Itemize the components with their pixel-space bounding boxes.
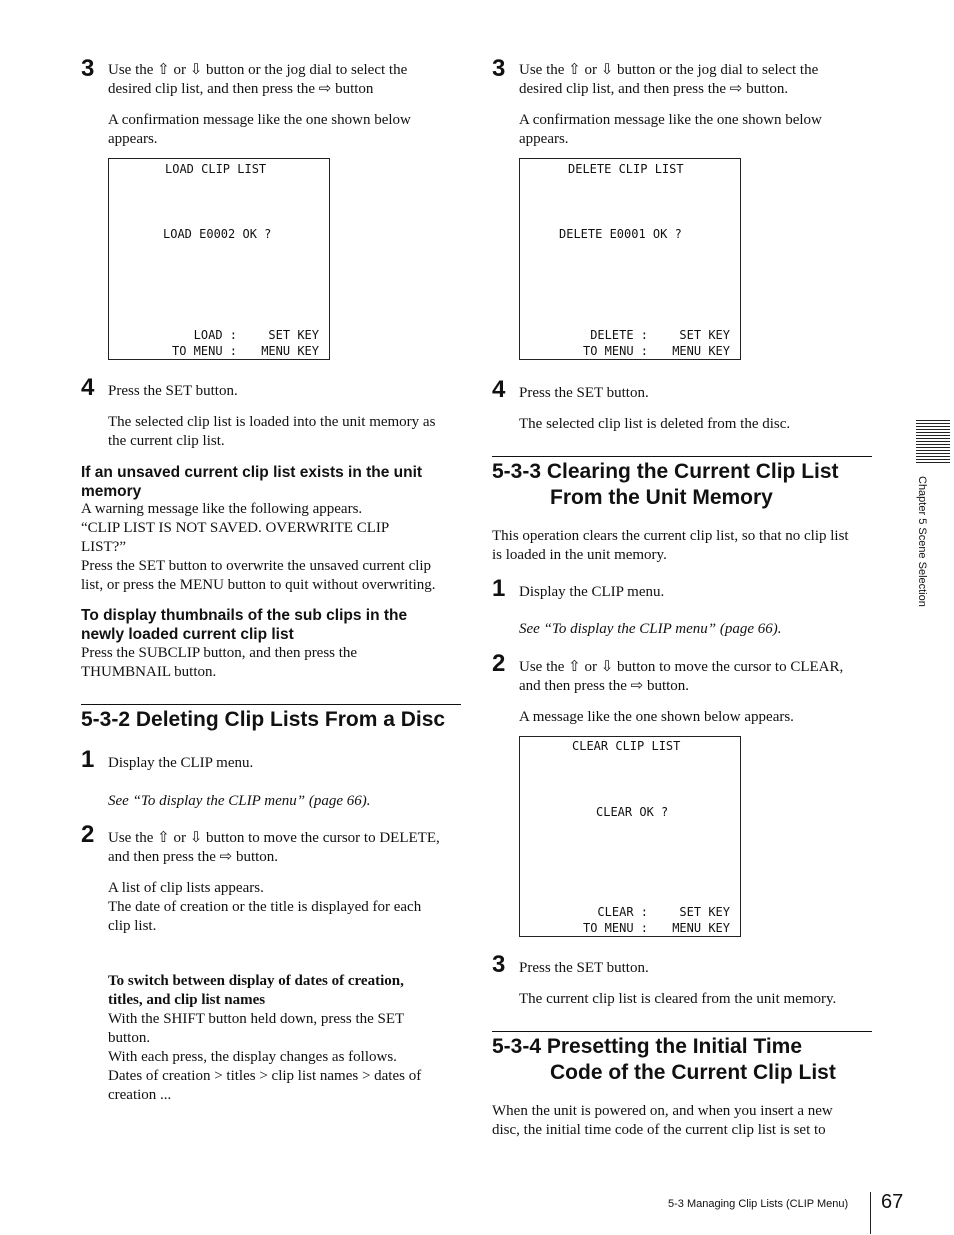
screen-message: LOAD E0002 OK ? (163, 227, 272, 241)
page-reference: See “To display the CLIP menu” (page 66). (519, 621, 782, 637)
screen-title: CLEAR CLIP LIST (572, 739, 681, 753)
step-number: 3 (492, 951, 506, 978)
paragraph: When the unit is powered on, and when you insert a new disc, the initial time code of the current clip list is set to (492, 1103, 833, 1138)
screen-key: MENU KEY (672, 344, 730, 358)
screen-key: SET KEY (679, 905, 730, 919)
step-number: 2 (492, 650, 506, 677)
step-number: 4 (492, 376, 506, 403)
screen-title: LOAD CLIP LIST (165, 162, 267, 176)
step-number: 3 (81, 55, 95, 82)
step-note: A message like the one shown below appears. (519, 709, 794, 725)
section-rule (492, 456, 872, 457)
section-heading: 5-3-4 Presetting the Initial Time Code of the Current Clip List (492, 1035, 836, 1084)
step-text: Display the CLIP menu. (519, 584, 665, 600)
load-clip-list-screen (108, 158, 330, 360)
screen-label: TO MENU : (171, 344, 237, 358)
step-number: 1 (81, 746, 95, 773)
paragraph: Press the SUBCLIP button, and then press the THUMBNAIL button. (81, 645, 358, 680)
step-text: Use the ⇧ or ⇩ button or the jog dial to select the desired clip list, and then press the ⇨ button. (519, 62, 819, 97)
step-number: 1 (492, 575, 506, 602)
screen-label: DELETE : (590, 328, 648, 342)
screen-key: MENU KEY (261, 344, 319, 358)
step-text: Press the SET button. (108, 383, 238, 399)
subheading: To display thumbnails of the sub clips in the newly loaded current clip list (81, 607, 408, 643)
screen-key: MENU KEY (672, 921, 730, 935)
screen-label: LOAD : (193, 328, 237, 342)
footer-divider (870, 1192, 871, 1234)
section-rule (81, 704, 461, 705)
step-note: A confirmation message like the one shown below appears. (519, 112, 822, 147)
step-number: 2 (81, 821, 95, 848)
step-text: Display the CLIP menu. (108, 755, 254, 771)
footer-section: 5-3 Managing Clip Lists (CLIP Menu) (668, 1198, 849, 1210)
step-text: Press the SET button. (519, 960, 649, 976)
page-reference: See “To display the CLIP menu” (page 66). (108, 793, 371, 809)
step-text: Use the ⇧ or ⇩ button to move the cursor to CLEAR, and then press the ⇨ button. (519, 659, 844, 694)
section-heading: 5-3-3 Clearing the Current Clip List From the Unit Memory (492, 460, 839, 509)
delete-clip-list-screen (519, 158, 741, 360)
subheading: If an unsaved current clip list exists in the unit memory (81, 464, 423, 500)
chapter-side-label: Chapter 5 Scene Selection (916, 476, 928, 607)
paragraph: This operation clears the current clip list, so that no clip list is loaded in the unit memory. (492, 528, 849, 563)
switch-note: To switch between display of dates of creation, titles, and clip list names With the SHIFT button held down, press the SET button. With each press, the display changes as follows. Dates of creation > titles > clip list names > dates of creation ... (108, 973, 422, 1103)
step-text: Use the ⇧ or ⇩ button or the jog dial to select the desired clip list, and then press the ⇨ button (108, 62, 408, 97)
screen-key: SET KEY (679, 328, 730, 342)
step-number: 4 (81, 374, 95, 401)
chapter-tab-marker (916, 420, 950, 464)
screen-key: SET KEY (268, 328, 319, 342)
step-note: The selected clip list is deleted from the disc. (519, 416, 791, 432)
screen-label: CLEAR : (597, 905, 648, 919)
screen-message: DELETE E0001 OK ? (559, 227, 682, 241)
section-rule (492, 1031, 872, 1032)
screen-message: CLEAR OK ? (596, 805, 669, 819)
step-note: The current clip list is cleared from the unit memory. (519, 991, 837, 1007)
screen-label: TO MENU : (582, 921, 648, 935)
step-note: A list of clip lists appears. The date of creation or the title is displayed for each clip list. (108, 880, 422, 934)
step-text: Press the SET button. (519, 385, 649, 401)
screen-title: DELETE CLIP LIST (568, 162, 684, 176)
screen-label: TO MENU : (582, 344, 648, 358)
paragraph: A warning message like the following appears. “CLIP LIST IS NOT SAVED. OVERWRITE CLIP LIST?” Press the SET button to overwrite the unsaved current clip list, or press the MENU button to quit without overwriting. (81, 501, 436, 593)
step-note: The selected clip list is loaded into the unit memory as the current clip list. (108, 414, 436, 449)
page-number: 67 (881, 1191, 904, 1213)
step-note: A confirmation message like the one shown below appears. (108, 112, 411, 147)
clear-clip-list-screen (519, 736, 741, 937)
step-text: Use the ⇧ or ⇩ button to move the cursor to DELETE, and then press the ⇨ button. (108, 830, 440, 865)
step-number: 3 (492, 55, 506, 82)
section-heading: 5-3-2 Deleting Clip Lists From a Disc (81, 708, 446, 731)
